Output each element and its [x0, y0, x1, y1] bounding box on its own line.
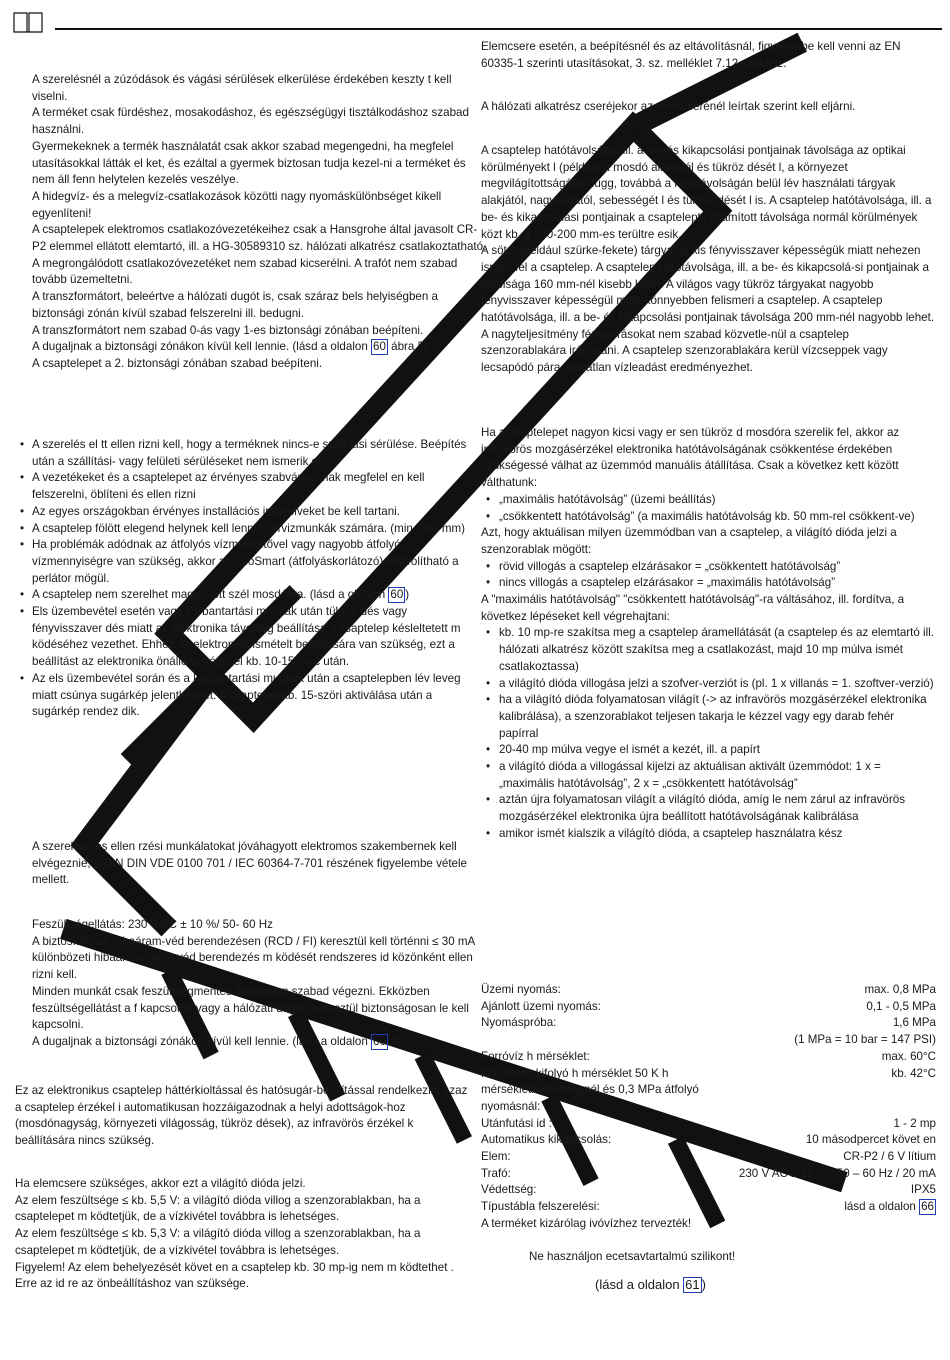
step-item-text: amikor ismét kialszik a világító dióda, a csaptelep használatra kész — [499, 826, 843, 840]
page-ref-link[interactable]: 66 — [921, 1200, 934, 1214]
safety-paragraph-text: A terméket csak fürdéshez, mosakodáshoz, és egészségügyi tisztálkodáshoz szabad használni. — [32, 106, 469, 137]
spec-label: Üzemi nyomás: — [481, 983, 561, 996]
auto-calibration-section — [15, 1083, 470, 1150]
voltage-section — [15, 917, 487, 1051]
spec-row — [481, 1066, 936, 1116]
page-ref-link[interactable]: 60 — [373, 1034, 386, 1048]
indicator-item-text: nincs villogás a csaptelep elzárásakor = „maximális hatótávolság” — [499, 576, 836, 590]
range-text-1: A csaptelep hatótávolsága, ill. a be- és kikapcsolási pontjainak távolsága az optikai körülményekt l (például a mosdó alakjától és tükröz dését l, a környezet megvilágítottságától) függ, továbbá a hatótávolságán belül lév használati tárgyak alakjától, nagyságától, sebességét l és tükröz dését l is. A csaptelep hatótávolsága, ill. a be- és kikapcsolási pontjainak a csaptelept l számított távolsága normál körülmények közt kb. a 160-200 mm-es terültre esik. — [481, 144, 932, 241]
indicator-item — [481, 559, 936, 576]
spec-row — [481, 1116, 936, 1133]
safety-paragraph-text: A dugaljnak a biztonsági zónákon kívül kell lennie. (lásd a oldalon — [32, 340, 372, 354]
mode-item — [481, 509, 936, 526]
voltage-paragraph — [32, 1034, 487, 1051]
safety-paragraph — [32, 139, 487, 189]
step-item — [481, 742, 936, 759]
spec-row — [481, 1049, 936, 1066]
spec-value: 230 V AC ± 10 % / 50 – 60 Hz / 20 mA — [738, 1166, 936, 1180]
spec-row — [481, 1032, 936, 1049]
step-item — [481, 692, 936, 742]
mounting-item — [15, 521, 470, 538]
safety-section — [15, 72, 487, 373]
spec-row — [481, 1166, 936, 1183]
mode-item-text: „csökkentett hatótávolság” (a maximális hatótávolság kb. 50 mm-rel csökkent-ve) — [499, 509, 915, 523]
spec-value: 0,1 - 0,5 MPa — [866, 999, 936, 1013]
battery-paragraph — [15, 1193, 470, 1226]
mode-indicator-text: Azt, hogy aktuálisan milyen üzemmódban van a csaptelep, a világító dióda jelzi a szenzorablak mögött: — [481, 526, 897, 556]
spec-row — [481, 1132, 936, 1149]
spec-value: CR-P2 / 6 V lítium — [843, 1150, 936, 1164]
spec-value: kb. 42°C — [891, 1066, 936, 1080]
mounting-item-text: Ha problémák adódnak az átfolyós vízmelegítővel vagy nagyobb átfolyó vízmennyiségre van szükség, akkor az EcoSmart (átfolyáskorlátozó) eltávolítható a perlátor mögül. — [32, 538, 459, 585]
spec-label — [481, 1032, 739, 1049]
voltage-paragraph — [32, 984, 487, 1034]
safety-paragraph-text: Gyermekeknek a termék használatát csak akkor szabad megengedni, ha megfelel utasításokkal látták el ket, és ezáltal a gyermek biztosan tudja kezel-ni a terméket és nem áll fenn helytelen kezelés veszélye. — [32, 139, 466, 187]
indicator-list — [481, 559, 936, 592]
step-item-text: 20-40 mp múlva vegye el ismét a kezét, ill. a papírt — [499, 743, 760, 757]
spec-label: Utánfutási id : — [481, 1116, 552, 1130]
safety-paragraph — [32, 323, 487, 340]
mounting-item-text: A csaptelep fölött elegend helynek kell lenni szervizmunkák számára. (min. 200 mm) — [32, 521, 466, 535]
safety-paragraph-text: A transzformátort, beleértve a hálózati dugót is, csak száraz bels helyiségben a biztonsági zónán kívül szabad felszerelni ill. bedugni. — [32, 290, 438, 320]
battery-change-note — [481, 39, 936, 72]
step-item — [481, 676, 936, 693]
spec-label: Nyomáspróba: — [481, 1016, 557, 1030]
spec-label: Automatikus kikapcsolás: — [481, 1133, 612, 1147]
electrician-section — [15, 839, 487, 889]
spec-row — [481, 1149, 936, 1166]
spec-value: 1,6 MPa — [892, 1016, 936, 1030]
mounting-item-text: A csaptelep nem szerelhet magasított szél mosdókra. (lásd a oldalon — [32, 588, 389, 602]
voltage-paragraph-suffix: ábra 5) — [387, 1034, 428, 1048]
mounting-item — [15, 671, 470, 721]
silicone-see-page — [595, 1277, 895, 1294]
auto-calibration-text: Ez az elektronikus csaptelep háttérkioltással és hatósugár-beállítással rendelkezik, azaz a csaptelep érzékel i automatikusan hozzáigazodnak a helyi adottságok-hoz (mosdónagyság, környezeti világosság, tükröz dések), az infravörös érzékel k beállítására nincs szükség. — [15, 1084, 468, 1148]
step-item-text: ha a világító dióda folyamatosan világít (-> az infravörös mozgásérzékel elektronika kalibrálása), a szenzorablakot teljesen takarja le kézzel vagy egy darab fehér papírral — [499, 693, 927, 740]
see-page-suffix: ) — [701, 1277, 706, 1292]
spec-row — [481, 1182, 936, 1199]
battery-paragraph — [15, 1260, 470, 1293]
safety-paragraph — [32, 222, 487, 255]
safety-paragraph — [32, 339, 487, 356]
safety-paragraph-text: A csaptelepet a 2. biztonsági zónában szabad beépíteni. — [32, 356, 323, 370]
mounting-item-text: Az els üzembevétel során és a karbantartási munkák után a csaptelepben lév leveg miatt csúnya sugárkép jelentkezhet. A csaptelep kb. 15-szöri aktiválása után a sugárkép rendez dik. — [32, 671, 461, 719]
spec-value: max. 60°C — [881, 1049, 936, 1063]
voltage-paragraph-text: A dugaljnak a biztonsági zónákon kívül kell lennie. (lásd a oldalon — [32, 1034, 372, 1048]
mode-switch-intro: A "maximális hatótávolság" "csökkentett hatótávolság"-ra váltásához, ill. fordítva, a következ lépéseket kell végrehajtani: — [481, 593, 905, 623]
step-item-text: a világító dióda villogása jelzi a szofver-verziót is (pl. 1 x villanás = 1. szoftver-verzió) — [499, 676, 934, 690]
spec-label: Maximális kifolyó h mérséklet 50 K h mérsékletkülönbségnél és 0,3 MPa átfolyó nyomásnál: — [481, 1066, 699, 1113]
page-ref-link[interactable]: 61 — [685, 1277, 700, 1292]
specs-section — [481, 982, 936, 1233]
mounting-item-text: A vezetékeket és a csaptelepet az érvényes szabványoknak megfelel en kell felszerelni, öblíteni és ellen rizni — [32, 471, 425, 502]
spec-value: (1 MPa = 10 bar = 147 PSI) — [794, 1033, 936, 1047]
see-page-prefix: (lásd a oldalon — [595, 1277, 684, 1292]
voltage-paragraph-text: Feszültségellátás: 230 V AC ± 10 %/ 50- 60 Hz — [32, 918, 273, 931]
safety-paragraph — [32, 189, 487, 222]
spec-value: IPX5 — [910, 1183, 936, 1197]
step-item — [481, 759, 936, 792]
mode-item-text: „maximális hatótávolság” (üzemi beállítás) — [499, 492, 716, 506]
battery-paragraph — [15, 1176, 470, 1193]
mode-section — [481, 425, 936, 843]
power-unit-text: A hálózati alkatrész cseréjekor az elemcserénél leírtak szerint kell eljárni. — [481, 100, 856, 113]
spec-label: Forróvíz h mérséklet: — [481, 1049, 590, 1063]
book-icon — [12, 10, 44, 34]
battery-section — [15, 1176, 470, 1293]
mounting-item — [15, 587, 470, 604]
safety-paragraph — [32, 289, 487, 322]
battery-paragraph-text: Az elem feszültsége ≤ kb. 5,3 V: a világító dióda villog a szenzorablakban, ha a csaptelepet m ködtetjük, de a vízkivétel továbbra is lehetséges. — [15, 1227, 421, 1257]
battery-change-text: Elemcsere esetén, a beépítésnél és az eltávolításnál, figyelembe kell venni az EN 60335-1 szerinti utasításokat, 3. sz. melléklet 7.12 szakasz. — [481, 40, 901, 70]
specs-note: A terméket kizárólag ivóvízhez tervezték! — [481, 1216, 692, 1230]
indicator-item — [481, 575, 936, 592]
spec-label: Típustábla felszerelési: — [481, 1200, 600, 1214]
safety-paragraph-text: A transzformátort nem szabad 0-ás vagy 1-es biztonsági zónában beépíteni. — [32, 323, 424, 337]
mounting-item-suffix: ) — [405, 588, 410, 602]
safety-paragraph — [32, 72, 487, 105]
safety-paragraph-text: A megrongálódott csatlakozóvezetéket nem szabad kicserélni. A trafót nem szabad tovább üzemeltetni. — [32, 256, 458, 287]
spec-value: max. 0,8 MPa — [864, 983, 936, 996]
voltage-paragraph — [32, 934, 487, 984]
mounting-list — [15, 437, 470, 721]
mounting-item — [15, 437, 470, 470]
range-section — [481, 143, 936, 377]
step-item-text: aztán újra folyamatosan világít a világító dióda, amíg le nem zárul az infravörös mozgásérzékel elektronika újra beállított hatótávolságának kalibrálása — [499, 793, 905, 824]
safety-paragraph-text: A csaptelepek elektromos csatlakozóvezetékeihez csak a Hansgrohe által javasolt CR-P2 elemmel ellátott elemtartó, ill. a HG-30589310 sz. hálózati alkatrész csatlakoztatható. — [32, 223, 487, 254]
steps-list — [481, 625, 936, 842]
mounting-item-text: Az egyes országokban érvényes installációs irányelveket be kell tartani. — [32, 504, 400, 518]
safety-paragraph — [32, 256, 487, 289]
step-item — [481, 625, 936, 675]
battery-paragraph — [15, 1226, 470, 1259]
page-ref-link[interactable]: 60 — [373, 340, 386, 354]
spec-row — [481, 1015, 936, 1032]
safety-paragraph-suffix: ábra 5) — [387, 340, 428, 354]
safety-paragraph-text: A szerelésnél a zúzódások és vágási sérülések elkerülése érdekében keszty t kell viselni. — [32, 73, 452, 103]
range-text-2: A sötét (például szürke-fekete) tárgyakat kis fényvisszaver képességük miatt nehezen ismeri fel a csaptelep. A csaptelep hatótávolsága, ill. a be- és kikapcsolá-si pontjainak a távolsága 160 mm-nél kisebb lehet. A világos vagy tükröz tárgyakat nagyobb fényvisszaver képességül miatt könnyebben felismeri a csaptelep. A csaptelep hatótávolsága, ill. a be- és kikapcsolási pontjainak távolsága 200 mm-nél nagyobb lehet. A nagyteljesítmény fényforrásokat nem szabad közvetle-nül a csaptelep szenzorablakára irányítani. A csaptelep szenzorablakára kerül vízcseppek vagy lecsapódó pára akaratlan vízleadást eredményezhet. — [481, 244, 935, 375]
step-item — [481, 792, 936, 825]
mounting-item-text: Els üzembevétel esetén vagy karbantartási munkák után tükröz dés vagy fényvisszaver dés miatt az elektronika távolság beállítása a csaptelep késleltetett m ködéséhez vezethet. Ehhez az elektronika ismételt beállítására van szükség, ezt a beállítást az elektronika önállóan végzi el kb. 10-15 perc után. — [32, 605, 461, 669]
safety-paragraph — [32, 105, 487, 138]
step-item — [481, 826, 936, 843]
page-ref-link[interactable]: 60 — [390, 588, 404, 602]
mounting-item-text: A szerelés el tt ellen rizni kell, hogy a terméknek nincs-e szállítási sérülése. Beépítés után a szállítási- vagy felületi sérüléseket nem ismerik el. — [32, 438, 467, 468]
mounting-item — [15, 470, 470, 503]
spec-value: lásd a oldalon 66 — [844, 1200, 934, 1214]
mounting-item — [15, 537, 470, 587]
step-item-text: kb. 10 mp-re szakítsa meg a csaptelep áramellátását (a csaptelep és az elemtartó ill. hálózati alkatrész között szakítsa meg a csatlakozást, majd 10 mp múlva ismét csatlakoztassa) — [499, 626, 934, 673]
battery-paragraph-text: Ha elemcsere szükséges, akkor ezt a világító dióda jelzi. — [15, 1177, 306, 1190]
voltage-paragraph — [32, 917, 487, 934]
battery-paragraph-text: Figyelem! Az elem behelyezését követ en a csaptelep kb. 30 mp-ig nem m ködtethet . Erre az id re az önbeállításhoz van szüksége. — [15, 1260, 454, 1291]
spec-row — [481, 999, 936, 1016]
spec-label: Védettség: — [481, 1183, 537, 1197]
mounting-item — [15, 504, 470, 521]
spec-label: Ajánlott üzemi nyomás: — [481, 999, 601, 1013]
voltage-paragraph-text: A biztosítéknak hibaáram-véd berendezésen (RCD / FI) keresztül kell történni ≤ 30 mA különbözeti hibaárammal. A véd berendezés m ködését rendszeres id közönként ellen rizni kell. — [32, 934, 475, 982]
silicone-warning-text: Ne használjon ecetsavtartalmú szilikont! — [529, 1250, 736, 1263]
electrician-text: A szerelési- és ellen rzési munkálatokat jóváhagyott elektromos szakembernek kell elvégeznie, a DIN DIN VDE 0100 701 / IEC 60364-7-701 részének figyelembe vétele mellett. — [32, 840, 468, 887]
spec-value: 1 - 2 mp — [893, 1116, 936, 1130]
spec-row — [481, 1199, 936, 1216]
spec-value: 10 másodpercet követ en — [805, 1133, 936, 1147]
header-rule — [55, 28, 942, 30]
voltage-paragraph-text: Minden munkát csak feszültségmentes állapotban szabad végezni. Ekközben feszültségellátást a f kapcsolón vagy a hálózati dugón keresztül biztonságosan le kell kapcsolni. — [32, 984, 469, 1032]
specs-table — [481, 982, 936, 1216]
mode-list — [481, 492, 936, 525]
power-unit-note — [481, 99, 936, 116]
mounting-item — [15, 604, 470, 671]
safety-paragraph-text: A hidegvíz- és a melegvíz-csatlakozások közötti nagy nyomáskülönbséget kikell egyenlíteni! — [32, 189, 442, 220]
silicone-warning — [529, 1249, 929, 1266]
indicator-item-text: rövid villogás a csaptelep elzárásakor = „csökkentett hatótávolság” — [499, 559, 841, 573]
step-item-text: a világító dióda a villogással kijelzi az aktuálisan aktivált üzemmódot: 1 x = „maximális hatótávolság”, 2 x = „csökkentett hatótávolság” — [499, 760, 881, 790]
spec-label: Elem: — [481, 1150, 511, 1164]
spec-row — [481, 982, 936, 999]
mode-intro: Ha a csaptelepet nagyon kicsi vagy er sen tükröz d mosdóra szerelik fel, akkor az infravörös mozgásérzékel elektronika hatótávolságának csökkentése érdekében szükségessé válhat az üzemmód manuális átállítása. Csak a következ kett között válthatunk: — [481, 426, 900, 490]
battery-paragraph-text: Az elem feszültsége ≤ kb. 5,5 V: a világító dióda villog a szenzorablakban, ha a csaptelepet m ködtetjük, de a vízkivétel továbbra is lehetséges. — [15, 1193, 421, 1224]
spec-label: Trafó: — [481, 1166, 511, 1180]
mode-item — [481, 492, 936, 509]
safety-paragraph — [32, 356, 487, 373]
